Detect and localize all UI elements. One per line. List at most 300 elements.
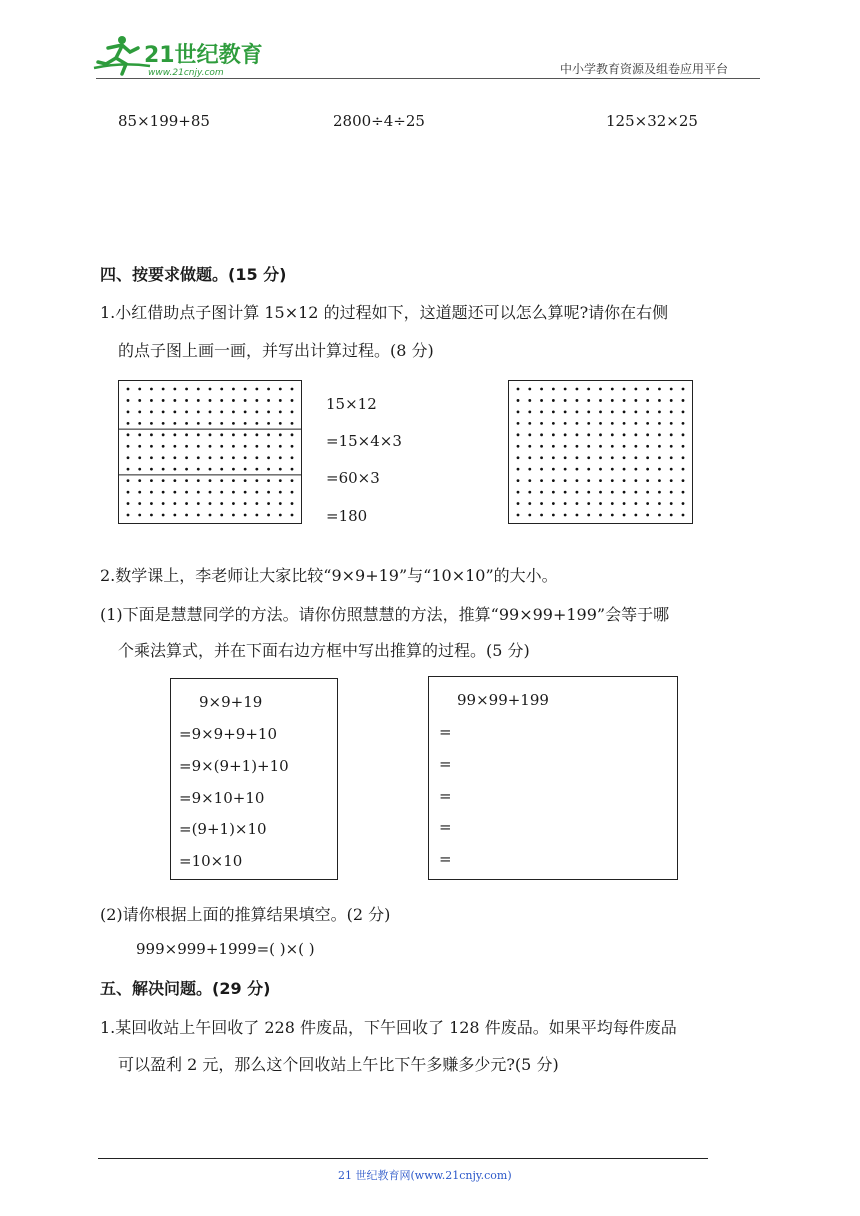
grid-dot — [138, 491, 141, 494]
grid-dot — [173, 514, 176, 517]
grid-dot — [623, 388, 626, 391]
grid-dot — [634, 514, 637, 517]
grid-dot — [670, 502, 673, 505]
grid-dot — [599, 433, 602, 436]
s4-q2-sub2-line: (2)请你根据上面的推算结果填空。(2 分) — [100, 905, 391, 924]
grid-dot — [576, 456, 579, 459]
grid-dot — [576, 399, 579, 402]
grid-dot — [209, 479, 212, 482]
left-box-line-4: =9×10+10 — [179, 789, 265, 807]
grid-dot — [138, 399, 141, 402]
grid-dot — [576, 491, 579, 494]
grid-dot — [517, 514, 520, 517]
grid-dot — [611, 468, 614, 471]
grid-dot — [173, 388, 176, 391]
grid-dot — [244, 399, 247, 402]
left-box-line-1: 9×9+19 — [199, 693, 263, 711]
grid-dot — [291, 411, 294, 414]
grid-dot — [267, 514, 270, 517]
grid-dot — [173, 422, 176, 425]
grid-dot — [162, 456, 165, 459]
grid-dot — [267, 468, 270, 471]
grid-dot — [576, 422, 579, 425]
grid-dot — [658, 399, 661, 402]
grid-dot — [150, 388, 153, 391]
grid-dot — [162, 411, 165, 414]
grid-dot — [564, 502, 567, 505]
grid-dot — [279, 514, 282, 517]
grid-dot — [670, 433, 673, 436]
grid-dot — [173, 411, 176, 414]
grid-dot — [552, 479, 555, 482]
grid-dot — [623, 399, 626, 402]
grid-dot — [185, 502, 188, 505]
grid-dot — [127, 479, 130, 482]
grid-dot — [244, 422, 247, 425]
grid-dot — [670, 468, 673, 471]
grid-dot — [173, 468, 176, 471]
s4-q1-line2: 的点子图上画一画，并写出计算过程。(8 分) — [118, 341, 434, 360]
grid-dot — [682, 411, 685, 414]
grid-dot — [564, 445, 567, 448]
grid-dot — [552, 514, 555, 517]
grid-dot — [528, 399, 531, 402]
grid-dot — [623, 456, 626, 459]
answer-derivation-box[interactable] — [428, 676, 678, 880]
grid-dot — [634, 445, 637, 448]
grid-dot — [623, 468, 626, 471]
grid-dot — [528, 514, 531, 517]
grid-dot — [197, 514, 200, 517]
grid-dot — [255, 445, 258, 448]
grid-dot — [232, 479, 235, 482]
grid-dot — [127, 502, 130, 505]
grid-dot — [540, 399, 543, 402]
grid-dot — [244, 479, 247, 482]
grid-dot — [127, 456, 130, 459]
s5-q1-line2: 可以盈利 2 元，那么这个回收站上午比下午多赚多少元?(5 分) — [118, 1055, 559, 1074]
grid-dot — [623, 433, 626, 436]
grid-dot — [279, 445, 282, 448]
grid-dot — [587, 411, 590, 414]
grid-dot — [255, 502, 258, 505]
s4-q2-sub1-line1: (1)下面是慧慧同学的方法。请你仿照慧慧的方法，推算“99×99+199”会等于哪 — [100, 605, 670, 624]
grid-dot — [682, 491, 685, 494]
grid-dot — [517, 433, 520, 436]
grid-dot — [564, 388, 567, 391]
grid-dot — [670, 411, 673, 414]
grid-dot — [552, 433, 555, 436]
grid-dot — [138, 422, 141, 425]
grid-dot — [197, 479, 200, 482]
grid-dot — [255, 433, 258, 436]
grid-dot — [540, 445, 543, 448]
grid-dot — [209, 399, 212, 402]
grid-dot — [232, 456, 235, 459]
grid-dot — [209, 422, 212, 425]
grid-dot — [232, 422, 235, 425]
grid-dot — [611, 479, 614, 482]
grid-dot — [611, 514, 614, 517]
grid-dot — [646, 491, 649, 494]
grid-dot — [279, 456, 282, 459]
grid-dot — [209, 411, 212, 414]
grid-dot — [658, 479, 661, 482]
grid-dot — [552, 411, 555, 414]
grid-dot — [197, 411, 200, 414]
grid-dot — [127, 491, 130, 494]
grid-dot — [564, 456, 567, 459]
grid-dot — [127, 445, 130, 448]
grid-dot — [185, 479, 188, 482]
grid-dot — [185, 468, 188, 471]
grid-dot — [209, 456, 212, 459]
grid-dot — [599, 388, 602, 391]
grid-dot — [150, 479, 153, 482]
grid-dot — [552, 491, 555, 494]
grid-dot — [150, 433, 153, 436]
grid-dot — [185, 433, 188, 436]
grid-dot — [220, 388, 223, 391]
grid-dot — [173, 502, 176, 505]
grid-dot — [658, 502, 661, 505]
grid-dot — [267, 433, 270, 436]
grid-dot — [528, 388, 531, 391]
grid-dot — [232, 399, 235, 402]
grid-dot — [634, 456, 637, 459]
grid-dot — [267, 491, 270, 494]
grid-dot — [646, 445, 649, 448]
grid-dot — [185, 491, 188, 494]
grid-dot — [623, 514, 626, 517]
grid-dot — [682, 502, 685, 505]
grid-dot — [162, 479, 165, 482]
grid-dot — [279, 468, 282, 471]
grid-dot — [540, 433, 543, 436]
grid-dot — [279, 479, 282, 482]
grid-dot — [634, 388, 637, 391]
grid-dot — [646, 388, 649, 391]
grid-dot — [267, 502, 270, 505]
grid-dot — [658, 433, 661, 436]
grid-dot — [646, 422, 649, 425]
grid-dot — [634, 411, 637, 414]
grid-dot — [255, 479, 258, 482]
grid-dot — [599, 514, 602, 517]
grid-dot — [564, 411, 567, 414]
left-box-line-5: =(9+1)×10 — [179, 820, 267, 838]
grid-dot — [646, 433, 649, 436]
grid-dot — [646, 456, 649, 459]
grid-dot — [682, 456, 685, 459]
grid-dot — [127, 514, 130, 517]
s4-q2-line1: 2.数学课上，李老师让大家比较“9×9+19”与“10×10”的大小。 — [100, 566, 558, 585]
logo-url-text: www.21cnjy.com — [148, 68, 224, 78]
grid-dot — [599, 468, 602, 471]
grid-dot — [255, 514, 258, 517]
grid-dot — [552, 468, 555, 471]
grid-dot — [587, 422, 590, 425]
grid-dot — [185, 411, 188, 414]
grid-dot — [267, 388, 270, 391]
grid-dot — [209, 388, 212, 391]
grid-dot — [279, 399, 282, 402]
grid-dot — [670, 388, 673, 391]
grid-dot — [173, 399, 176, 402]
grid-dot — [587, 399, 590, 402]
grid-dot — [279, 411, 282, 414]
grid-dot — [564, 468, 567, 471]
grid-dot — [576, 514, 579, 517]
grid-dot — [291, 456, 294, 459]
grid-dot — [670, 491, 673, 494]
grid-dot — [540, 491, 543, 494]
grid-dot — [517, 479, 520, 482]
runner-logo-icon — [92, 34, 262, 80]
grid-dot — [564, 433, 567, 436]
grid-dot — [564, 422, 567, 425]
grid-dot — [220, 433, 223, 436]
grid-dot — [220, 502, 223, 505]
grid-dot — [291, 479, 294, 482]
grid-dot — [150, 456, 153, 459]
grid-dot — [540, 468, 543, 471]
grid-dot — [162, 514, 165, 517]
grid-dot — [232, 491, 235, 494]
grid-dot — [267, 422, 270, 425]
grid-dot — [291, 422, 294, 425]
fill-blank-equation[interactable]: 999×999+1999=( )×( ) — [136, 940, 315, 958]
grid-dot — [670, 479, 673, 482]
grid-dot — [611, 399, 614, 402]
grid-dot — [291, 445, 294, 448]
grid-dot — [267, 399, 270, 402]
grid-dot — [587, 445, 590, 448]
grid-dot — [646, 411, 649, 414]
grid-dot — [255, 491, 258, 494]
grid-dot — [150, 422, 153, 425]
grid-dot — [528, 445, 531, 448]
grid-dot — [587, 433, 590, 436]
grid-dot — [255, 468, 258, 471]
s4-q2-sub1-line2: 个乘法算式，并在下面右边方框中写出推算的过程。(5 分) — [118, 641, 530, 660]
grid-dot — [127, 399, 130, 402]
grid-dot — [517, 399, 520, 402]
grid-dot — [682, 422, 685, 425]
expression-3: 125×32×25 — [606, 112, 698, 130]
grid-dot — [599, 502, 602, 505]
grid-dot — [658, 388, 661, 391]
grid-dot — [291, 388, 294, 391]
grid-dot — [220, 514, 223, 517]
grid-dot — [209, 433, 212, 436]
grid-dot — [576, 502, 579, 505]
grid-dot — [682, 445, 685, 448]
grid-dot — [682, 433, 685, 436]
grid-dot — [682, 399, 685, 402]
grid-dot — [517, 456, 520, 459]
grid-dot — [552, 445, 555, 448]
grid-dot — [185, 445, 188, 448]
grid-dot — [517, 502, 520, 505]
grid-dot — [552, 502, 555, 505]
grid-dot — [540, 502, 543, 505]
grid-dot — [623, 479, 626, 482]
grid-dot — [138, 514, 141, 517]
grid-dot — [611, 388, 614, 391]
dot-grid-answer[interactable] — [508, 380, 693, 524]
right-box-line-3: = — [439, 755, 452, 773]
grid-dot — [209, 445, 212, 448]
header-divider — [96, 78, 760, 79]
grid-dot — [623, 445, 626, 448]
grid-dot — [162, 388, 165, 391]
grid-dot — [185, 399, 188, 402]
grid-dot — [682, 514, 685, 517]
grid-dot — [658, 411, 661, 414]
grid-dot — [658, 422, 661, 425]
grid-dot — [173, 445, 176, 448]
grid-dot — [197, 491, 200, 494]
grid-dot — [291, 468, 294, 471]
grid-dot — [138, 445, 141, 448]
grid-dot — [599, 399, 602, 402]
grid-dot — [197, 445, 200, 448]
grid-dot — [658, 491, 661, 494]
grid-dot — [517, 422, 520, 425]
grid-dot — [528, 479, 531, 482]
section-5-title: 五、解决问题。(29 分) — [100, 979, 271, 998]
grid-dot — [150, 399, 153, 402]
grid-dot — [658, 468, 661, 471]
right-box-line-1: 99×99+199 — [457, 691, 549, 709]
dot-grid-example — [118, 380, 302, 524]
grid-dot — [232, 388, 235, 391]
grid-dot — [587, 388, 590, 391]
grid-dot — [244, 411, 247, 414]
grid-dot — [173, 491, 176, 494]
grid-dot — [244, 468, 247, 471]
grid-dot — [279, 502, 282, 505]
grid-dot — [658, 445, 661, 448]
grid-dot — [232, 445, 235, 448]
grid-dot — [646, 399, 649, 402]
grid-dot — [255, 411, 258, 414]
grid-dot — [127, 411, 130, 414]
grid-dot — [528, 491, 531, 494]
grid-dot — [267, 411, 270, 414]
grid-dot — [682, 468, 685, 471]
grid-dot — [528, 433, 531, 436]
grid-dot — [291, 433, 294, 436]
grid-dot — [138, 456, 141, 459]
grid-dot — [220, 399, 223, 402]
platform-label: 中小学教育资源及组卷应用平台 — [560, 62, 729, 76]
left-box-line-2: =9×9+9+10 — [179, 725, 277, 743]
grid-dot — [220, 422, 223, 425]
right-box-line-2: = — [439, 723, 452, 741]
grid-dot — [634, 422, 637, 425]
grid-dot — [634, 433, 637, 436]
grid-dot — [150, 491, 153, 494]
grid-dot — [197, 456, 200, 459]
grid-dot — [138, 433, 141, 436]
grid-dot — [291, 491, 294, 494]
grid-dot — [197, 388, 200, 391]
grid-dot — [599, 411, 602, 414]
grid-dot — [646, 479, 649, 482]
grid-dot — [150, 468, 153, 471]
grid-dot — [576, 411, 579, 414]
grid-dot — [587, 456, 590, 459]
grid-dot — [576, 445, 579, 448]
grid-dot — [670, 422, 673, 425]
grid-dot — [185, 514, 188, 517]
grid-dot — [611, 433, 614, 436]
grid-dot — [138, 468, 141, 471]
grid-dot — [209, 502, 212, 505]
logo-text: 21世纪教育 — [144, 43, 262, 68]
grid-dot — [232, 502, 235, 505]
grid-dot — [220, 445, 223, 448]
grid-dot — [552, 422, 555, 425]
grid-dot — [646, 468, 649, 471]
grid-dot — [623, 491, 626, 494]
q1-step-1: 15×12 — [326, 395, 377, 413]
grid-dot — [564, 514, 567, 517]
grid-dot — [291, 399, 294, 402]
grid-dot — [634, 491, 637, 494]
grid-dot — [540, 456, 543, 459]
grid-dot — [209, 514, 212, 517]
grid-dot — [517, 411, 520, 414]
grid-dot — [634, 502, 637, 505]
grid-dot — [587, 468, 590, 471]
s5-q1-line1: 1.某回收站上午回收了 228 件废品，下午回收了 128 件废品。如果平均每件废品 — [100, 1018, 677, 1037]
footer-text: 21 世纪教育网(www.21cnjy.com) — [338, 1169, 512, 1182]
grid-dot — [255, 422, 258, 425]
grid-dot — [587, 479, 590, 482]
grid-dot — [197, 502, 200, 505]
grid-dot — [267, 445, 270, 448]
grid-dot — [564, 399, 567, 402]
grid-dot — [576, 433, 579, 436]
grid-dot — [611, 491, 614, 494]
grid-dot — [528, 422, 531, 425]
grid-dot — [173, 479, 176, 482]
grid-dot — [540, 388, 543, 391]
right-box-line-5: = — [439, 818, 452, 836]
grid-dot — [291, 502, 294, 505]
grid-dot — [244, 456, 247, 459]
grid-dot — [517, 491, 520, 494]
grid-dot — [670, 514, 673, 517]
grid-dot — [138, 388, 141, 391]
grid-dot — [670, 456, 673, 459]
example-derivation-box — [170, 678, 338, 880]
grid-dot — [587, 514, 590, 517]
grid-dot — [244, 433, 247, 436]
grid-dot — [540, 479, 543, 482]
grid-dot — [670, 399, 673, 402]
grid-dot — [576, 479, 579, 482]
grid-dot — [528, 468, 531, 471]
grid-dot — [623, 502, 626, 505]
grid-dot — [244, 514, 247, 517]
grid-dot — [682, 479, 685, 482]
grid-dot — [209, 491, 212, 494]
grid-dot — [611, 502, 614, 505]
